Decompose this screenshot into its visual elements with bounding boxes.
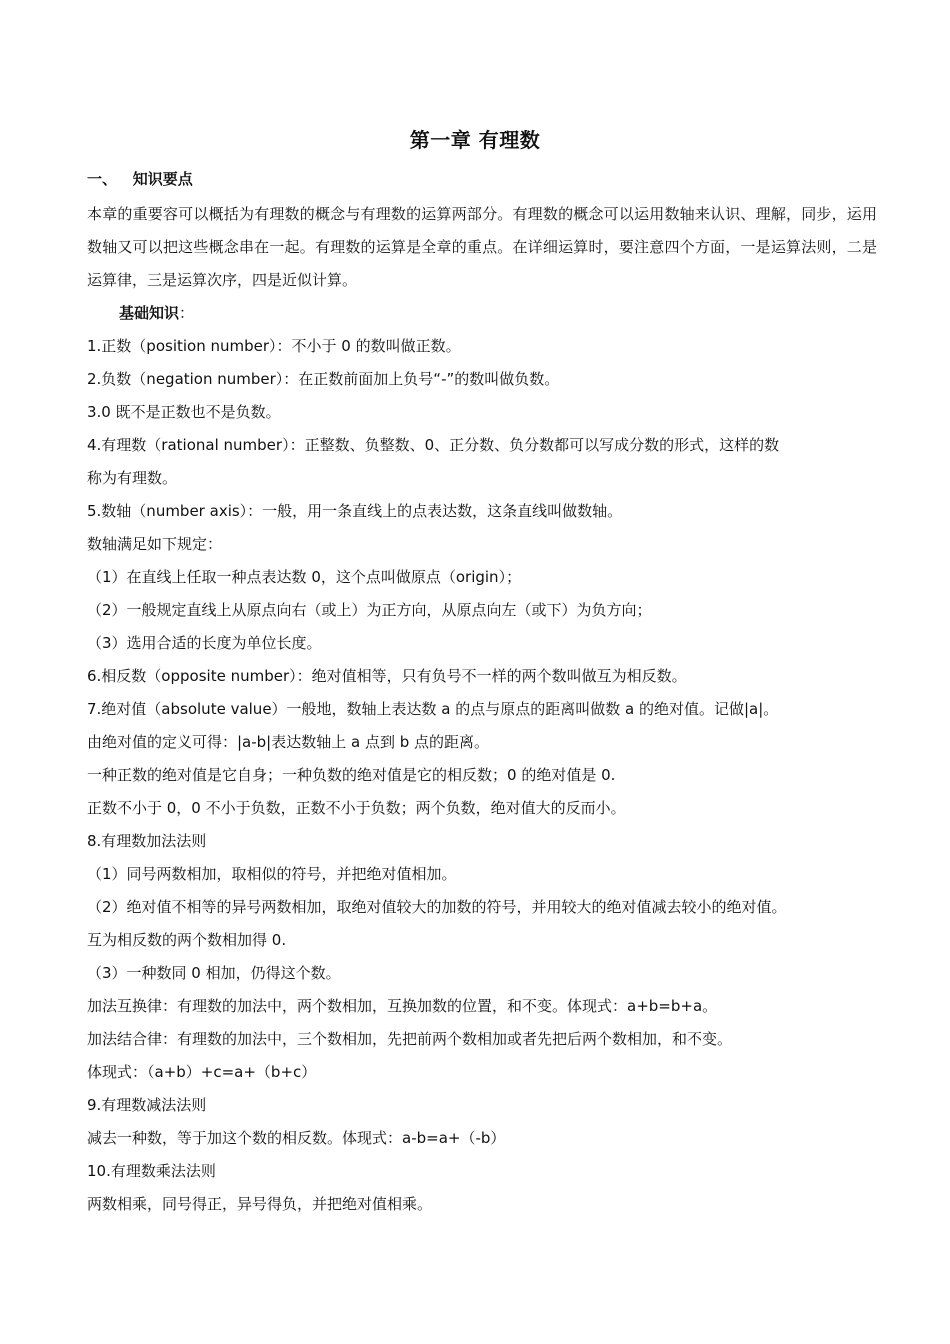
text-line: 2.负数（negation number）：在正数前面加上负号“-”的数叫做负数。: [87, 370, 560, 388]
text-line: 5.数轴（number axis）：一般，用一条直线上的点表达数，这条直线叫做数轴。: [87, 502, 623, 520]
text-line: （1）同号两数相加，取相似的符号，并把绝对值相加。: [87, 865, 457, 883]
text-line: 由绝对值的定义可得：|a-b|表达数轴上 a 点到 b 点的距离。: [87, 733, 490, 751]
text-line: 体现式：（a+b）+c=a+（b+c）: [87, 1063, 317, 1081]
subheading: [119, 297, 194, 330]
text-line: 加法互换律：有理数的加法中，两个数相加，互换加数的位置，和不变。体现式：a+b=b+a。: [87, 997, 718, 1015]
text-line: （3）选用合适的长度为单位长度。: [87, 634, 322, 652]
text-line: 4.有理数（rational number）：正整数、负整数、0、正分数、负分数都可以写成分数的形式，这样的数: [87, 436, 780, 454]
text-line: 互为相反数的两个数相加得 0.: [87, 931, 287, 949]
text-line: 两数相乘，同号得正，异号得负，并把绝对值相乘。: [87, 1195, 433, 1213]
subheading-label: 基础知识: [119, 304, 180, 322]
content-lines: [87, 330, 887, 1221]
section-label: 知识要点: [132, 170, 193, 188]
text-line: 8.有理数加法法则: [87, 832, 207, 850]
text-line: （2）一般规定直线上从原点向右（或上）为正方向，从原点向左（或下）为负方向；: [87, 601, 652, 619]
text-line: 称为有理数。: [87, 469, 178, 487]
chapter-title: 第一章 有理数: [409, 128, 541, 152]
text-line: （2）绝对值不相等的异号两数相加，取绝对值较大的加数的符号，并用较大的绝对值减去较小的绝对值。: [87, 898, 787, 916]
text-line: 3.0 既不是正数也不是负数。: [87, 403, 281, 421]
text-line: 10.有理数乘法法则: [87, 1162, 216, 1180]
text-line: 1.正数（position number）：不小于 0 的数叫做正数。: [87, 337, 461, 355]
text-line: 数轴满足如下规定：: [87, 535, 223, 553]
text-line: 一种正数的绝对值是它自身；一种负数的绝对值是它的相反数；0 的绝对值是 0.: [87, 766, 616, 784]
text-line: 减去一种数，等于加这个数的相反数。体现式：a-b=a+（-b）: [87, 1129, 506, 1147]
intro-paragraph: 本章的重要容可以概括为有理数的概念与有理数的运算两部分。有理数的概念可以运用数轴来认识、理解，同步，运用数轴又可以把这些概念串在一起。有理数的运算是全章的重点。在详细运算时，要注意四个方面，一是运算法则，二是运算律，三是运算次序，四是近似计算。: [87, 205, 877, 289]
text-line: 正数不小于 0，0 不小于负数，正数不小于负数；两个负数，绝对值大的反而小。: [87, 799, 626, 817]
text-line: （1）在直线上任取一种点表达数 0，这个点叫做原点（origin）；: [87, 568, 522, 586]
section-heading: [87, 168, 193, 189]
subheading-colon: ：: [179, 304, 195, 322]
section-number: 一、: [87, 170, 118, 188]
text-line: 7.绝对值（absolute value）一般地，数轴上表达数 a 的点与原点的距离叫做数 a 的绝对值。记做|a|。: [87, 700, 779, 718]
text-line: （3）一种数同 0 相加，仍得这个数。: [87, 964, 341, 982]
text-line: 6.相反数（opposite number）：绝对值相等，只有负号不一样的两个数叫做互为相反数。: [87, 667, 687, 685]
text-line: 9.有理数减法法则: [87, 1096, 207, 1114]
text-line: 加法结合律：有理数的加法中，三个数相加，先把前两个数相加或者先把后两个数相加，和不变。: [87, 1030, 733, 1048]
